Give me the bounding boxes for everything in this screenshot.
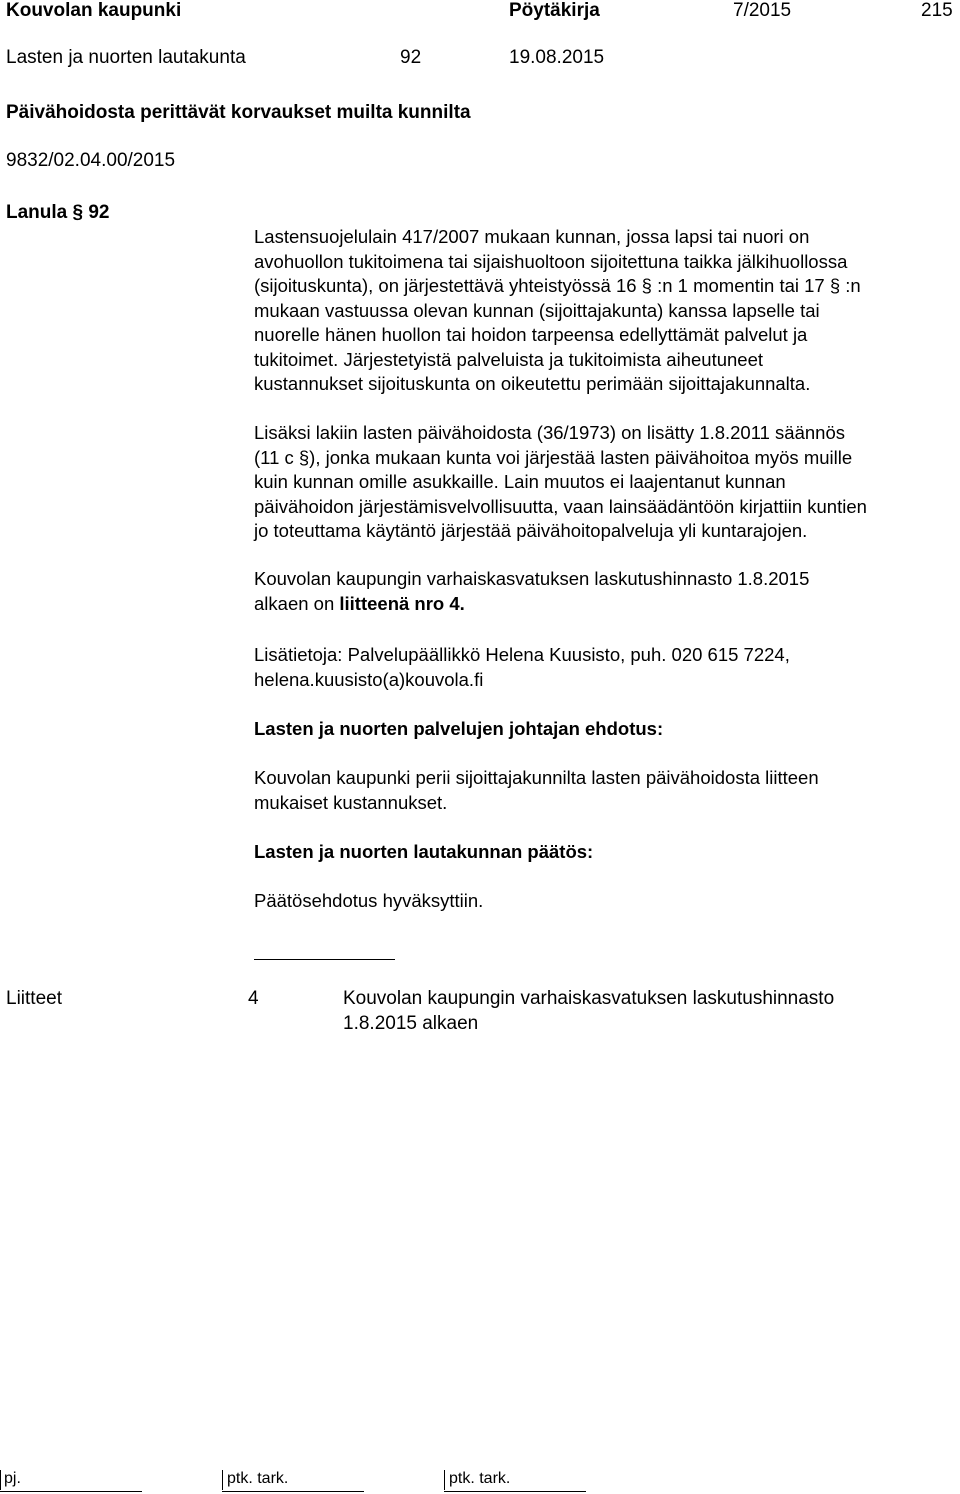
attachment-reference: liitteenä nro 4. (339, 592, 465, 614)
checker-2-label: ptk. tark. (449, 1470, 511, 1487)
text-fragment: alkaen on (254, 592, 340, 614)
org-name: Kouvolan kaupunki (6, 0, 182, 21)
doc-number: 7/2015 (733, 0, 792, 21)
text-line: Lisäksi lakiin lasten päivähoidosta (36/1973) on lisätty 1.8.2011 säännös (254, 422, 846, 443)
text-line: tukitoimet. Järjestetyistä palveluista ja tukitoimista aiheutuneet (254, 348, 764, 370)
page-title: Päivähoidosta perittävät korvaukset muilta kunnilta (6, 102, 471, 123)
attachments-label: Liitteet (6, 988, 62, 1009)
text-line: kuin kunnan omille asukkaille. Lain muutos ei laajentanut kunnan (254, 471, 786, 492)
paragraph-1 (254, 225, 960, 397)
checker-1-signature-line (222, 1490, 364, 1492)
checker-2-signature-line (444, 1490, 586, 1492)
text-line: jo toteuttama käytäntö järjestää päivähoitopalveluja yli kuntarajojen. (254, 520, 808, 541)
signature-mark (222, 1470, 223, 1490)
text-line: päivähoidon järjestämisvelvollisuutta, vaan lainsäädäntöön kirjattiin kuntien (254, 495, 867, 517)
chair-signature-line (0, 1490, 142, 1492)
doc-type: Pöytäkirja (509, 0, 600, 21)
text-line: nuorelle hänen huollon tai hoidon tarpeensa edellyttämät palvelut ja (254, 324, 808, 345)
reference-number: 9832/02.04.00/2015 (6, 150, 176, 171)
chair-initials-label: pj. (4, 1470, 21, 1487)
proposal-heading: Lasten ja nuorten palvelujen johtajan ehdotus: (254, 718, 664, 739)
text-line (254, 592, 960, 617)
attachment-title: Kouvolan kaupungin varhaiskasvatuksen laskutushinnasto (343, 988, 835, 1009)
separator-line (254, 958, 395, 960)
paragraph-2 (254, 421, 960, 544)
text-line: (sijoituskunta), on järjestettävä yhteistyössä 16 § :n 1 momentin tai 17 § :n (254, 275, 861, 296)
text-line: Lisätietoja: Palvelupäällikkö Helena Kuusisto, puh. 020 615 7224, (254, 644, 790, 665)
text-line: (11 c §), jonka mukaan kunta voi järjestää lasten päivähoitoa myös muille (254, 446, 853, 468)
text-line: kustannukset sijoituskunta on oikeutettu perimään sijoittajakunnalta. (254, 373, 811, 394)
text-line: avohuollon tukitoimena tai sijaishuoltoon sijoitettuna taikka jälkihuollossa (254, 250, 848, 272)
text-line: Lastensuojelulain 417/2007 mukaan kunnan, jossa lapsi tai nuori on (254, 226, 810, 247)
section-number: 92 (400, 47, 422, 68)
board-name: Lasten ja nuorten lautakunta (6, 47, 246, 68)
text-line: mukaiset kustannukset. (254, 791, 448, 813)
text-line: mukaan vastuussa olevan kunnan (sijoittajakunta) kanssa lapselle tai (254, 299, 820, 321)
decision-text: Päätösehdotus hyväksyttiin. (254, 890, 484, 911)
signature-mark (0, 1470, 1, 1490)
meeting-date: 19.08.2015 (509, 47, 605, 68)
decision-heading: Lasten ja nuorten lautakunnan päätös: (254, 841, 594, 862)
text-line: Kouvolan kaupunki perii sijoittajakunnilta lasten päivähoidosta liitteen (254, 767, 819, 788)
checker-1-label: ptk. tark. (227, 1470, 289, 1487)
page-number: 215 (921, 0, 953, 21)
paragraph-contact (254, 643, 960, 692)
signature-mark (444, 1470, 445, 1490)
proposal-text (254, 766, 960, 815)
clause-heading: Lanula § 92 (6, 202, 110, 223)
text-line: Kouvolan kaupungin varhaiskasvatuksen laskutushinnasto 1.8.2015 (254, 568, 810, 589)
contact-email: helena.kuusisto(a)kouvola.fi (254, 668, 484, 690)
paragraph-3 (254, 567, 960, 616)
attachment-date: 1.8.2015 alkaen (343, 1013, 479, 1034)
attachment-number: 4 (248, 988, 259, 1009)
